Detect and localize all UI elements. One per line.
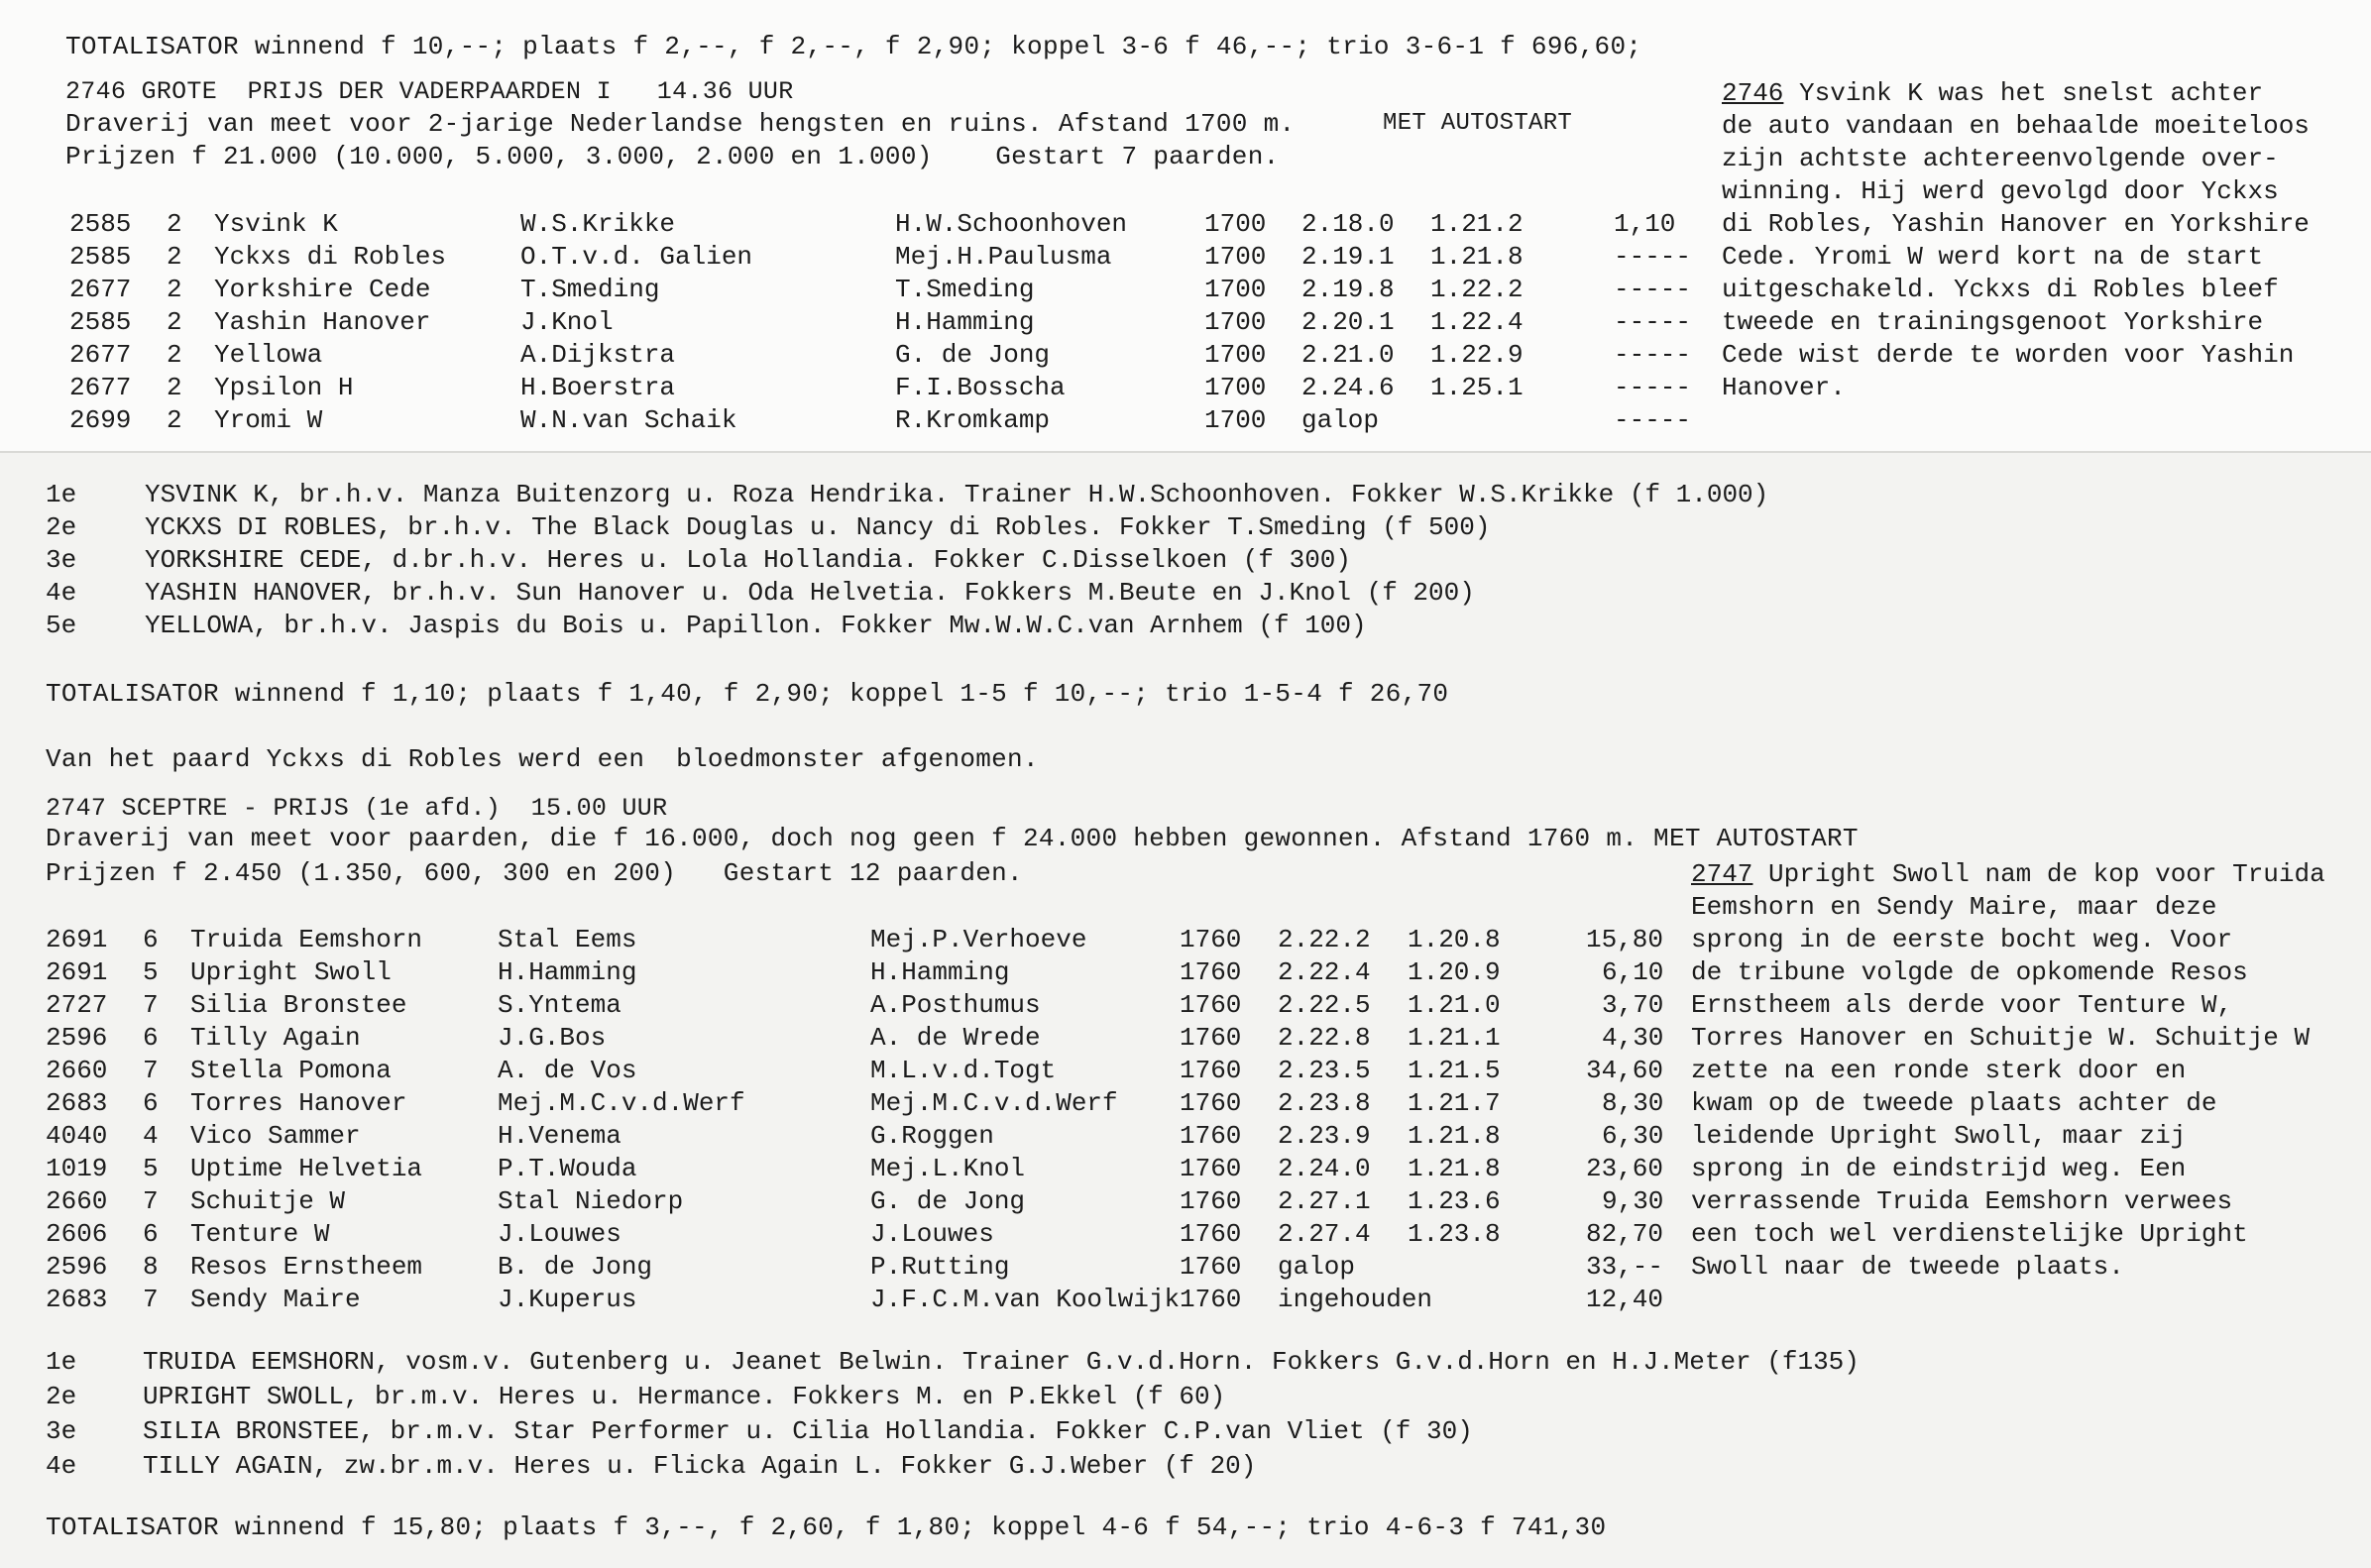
cell-text: 7 xyxy=(143,1285,159,1314)
cell-text: 1760 xyxy=(1180,1121,1242,1151)
cell-text: 2 xyxy=(167,209,182,239)
cell-text: 1.21.8 xyxy=(1430,242,1524,272)
cell-text: Stella Pomona xyxy=(190,1056,392,1085)
cell-text: J.Louwes xyxy=(498,1219,621,1249)
cell-text: 2585 xyxy=(69,209,132,239)
cell-text: 2683 xyxy=(46,1088,108,1118)
cell-text: 1.22.9 xyxy=(1430,340,1524,370)
cell-text: YORKSHIRE CEDE, d.br.h.v. Heres u. Lola Hollandia. Fokker C.Disselkoen (f 300) xyxy=(145,545,1351,575)
comment-line: Cede. Yromi W werd kort na de start xyxy=(1722,242,2264,272)
cell-text: 1760 xyxy=(1180,1285,1242,1314)
cell-text: 2.22.8 xyxy=(1278,1023,1371,1053)
cell-text: J.G.Bos xyxy=(498,1023,607,1053)
cell-text: YASHIN HANOVER, br.h.v. Sun Hanover u. Oda Helvetia. Fokkers M.Beute en J.Knol (f 200) xyxy=(145,578,1475,608)
cell-text: 1.22.2 xyxy=(1430,275,1524,304)
cell-text: 34,60 xyxy=(1586,1056,1664,1085)
cell-text: 1.21.8 xyxy=(1408,1121,1501,1151)
cell-text: 2677 xyxy=(69,275,132,304)
cell-text: Tenture W xyxy=(190,1219,330,1249)
cell-text: R.Kromkamp xyxy=(895,405,1051,435)
table-row xyxy=(0,1120,1705,1153)
cell-text: Ysvink K was het snelst achter xyxy=(1783,78,2264,108)
cell-text: 1.21.7 xyxy=(1408,1088,1501,1118)
cell-text: YCKXS DI ROBLES, br.h.v. The Black Douglas u. Nancy di Robles. Fokker T.Smeding (f 500) xyxy=(145,512,1491,542)
cell-text: ----- xyxy=(1614,242,1692,272)
cell-text: 1.20.9 xyxy=(1408,957,1501,987)
table-row xyxy=(0,1153,1705,1185)
race-2746-note: Van het paard Yckxs di Robles werd een bloedmonster afgenomen. xyxy=(46,744,1039,774)
cell-text: Yckxs di Robles xyxy=(214,242,447,272)
cell-text: 1700 xyxy=(1204,209,1267,239)
comment-line: zijn achtste achtereenvolgende over- xyxy=(1722,144,2279,173)
cell-text: 2585 xyxy=(69,242,132,272)
cell-text: 1700 xyxy=(1204,275,1267,304)
cell-text: G. de Jong xyxy=(870,1186,1026,1216)
cell-text: Uptime Helvetia xyxy=(190,1154,423,1183)
cell-text: 5 xyxy=(143,957,159,987)
cell-text: J.Knol xyxy=(520,307,614,337)
cell-text: ----- xyxy=(1614,373,1692,402)
cell-text: 6 xyxy=(143,925,159,954)
cell-text: 2691 xyxy=(46,925,108,954)
cell-text: 1760 xyxy=(1180,1252,1242,1282)
comment-line: de tribune volgde de opkomende Resos xyxy=(1691,957,2248,987)
cell-text: 1700 xyxy=(1204,307,1267,337)
cell-text: M.L.v.d.Togt xyxy=(870,1056,1057,1085)
cell-text: 1760 xyxy=(1180,1056,1242,1085)
placing-row xyxy=(0,1450,1982,1483)
cell-text: 2 xyxy=(167,307,182,337)
cell-text: 2606 xyxy=(46,1219,108,1249)
cell-text: 2.22.5 xyxy=(1278,990,1371,1020)
cell-text: 12,40 xyxy=(1586,1285,1664,1314)
cell-text: 1e xyxy=(46,1347,77,1377)
cell-text: W.S.Krikke xyxy=(520,209,676,239)
cell-text: H.Hamming xyxy=(895,307,1035,337)
comment-line: Cede wist derde te worden voor Yashin xyxy=(1722,340,2295,370)
race-2747-prizes: Prijzen f 2.450 (1.350, 600, 300 en 200) Gestart 12 paarden. xyxy=(46,858,1023,888)
placing-row xyxy=(0,610,1982,642)
cell-text: 2596 xyxy=(46,1023,108,1053)
cell-text: Mej.M.C.v.d.Werf xyxy=(498,1088,745,1118)
cell-text: Stal Niedorp xyxy=(498,1186,684,1216)
table-row xyxy=(0,1185,1705,1218)
comment-line: kwam op de tweede plaats achter de xyxy=(1691,1088,2217,1118)
cell-text: S.Yntema xyxy=(498,990,621,1020)
cell-text: 7 xyxy=(143,1186,159,1216)
cell-text: ----- xyxy=(1614,340,1692,370)
cell-text: 2e xyxy=(46,1382,77,1411)
table-row xyxy=(0,1022,1705,1055)
cell-text: 2.23.5 xyxy=(1278,1056,1371,1085)
race-2746-prizes: Prijzen f 21.000 (10.000, 5.000, 3.000, 2.000 en 1.000) Gestart 7 paarden. xyxy=(65,142,1280,171)
cell-text: 3,70 xyxy=(1602,990,1664,1020)
cell-text: 1760 xyxy=(1180,957,1242,987)
table-row xyxy=(0,1087,1705,1120)
table-row xyxy=(0,1251,1705,1284)
cell-text: 4e xyxy=(46,1451,77,1481)
cell-text: 4 xyxy=(143,1121,159,1151)
cell-text: 2.19.8 xyxy=(1301,275,1395,304)
cell-text: H.Hamming xyxy=(870,957,1010,987)
cell-text: ----- xyxy=(1614,275,1692,304)
cell-text: Schuitje W xyxy=(190,1186,346,1216)
race-2746-totalisator: TOTALISATOR winnend f 1,10; plaats f 1,40, f 2,90; koppel 1-5 f 10,--; trio 1-5-4 f 26,70 xyxy=(46,679,1449,709)
comment-line: Swoll naar de tweede plaats. xyxy=(1691,1252,2124,1282)
table-row xyxy=(0,339,1705,372)
cell-text: J.Kuperus xyxy=(498,1285,637,1314)
cell-text: 1760 xyxy=(1180,1023,1242,1053)
comment-line: verrassende Truida Eemshorn verwees xyxy=(1691,1186,2233,1216)
cell-text: Mej.P.Verhoeve xyxy=(870,925,1087,954)
cell-text: 6 xyxy=(143,1219,159,1249)
race-2746-start-type: MET AUTOSTART xyxy=(1383,110,1573,137)
cell-text: 1.22.4 xyxy=(1430,307,1524,337)
cell-text: 2 xyxy=(167,405,182,435)
cell-text: Silia Bronstee xyxy=(190,990,407,1020)
cell-text: 3e xyxy=(46,1416,77,1446)
cell-text: 6,10 xyxy=(1602,957,1664,987)
cell-text: galop xyxy=(1301,405,1380,435)
cell-text: 2 xyxy=(167,242,182,272)
table-row xyxy=(0,1055,1705,1087)
comment-line: uitgeschakeld. Yckxs di Robles bleef xyxy=(1722,275,2279,304)
cell-text: Truida Eemshorn xyxy=(190,925,423,954)
table-row xyxy=(0,306,1705,339)
cell-text: 1.21.2 xyxy=(1430,209,1524,239)
comment-line: winning. Hij werd gevolgd door Yckxs xyxy=(1722,176,2279,206)
cell-text: galop xyxy=(1278,1252,1356,1282)
cell-text: J.F.C.M.van Koolwijk xyxy=(870,1285,1181,1314)
comment-line: Eemshorn en Sendy Maire, maar deze xyxy=(1691,892,2217,922)
race-2746-header: 2746 GROTE PRIJS DER VADERPAARDEN I 14.36 UUR xyxy=(65,77,794,106)
cell-text: 7 xyxy=(143,990,159,1020)
cell-text: 8 xyxy=(143,1252,159,1282)
cell-text: 1,10 xyxy=(1614,209,1676,239)
cell-text: 6,30 xyxy=(1602,1121,1664,1151)
race-2747-totalisator: TOTALISATOR winnend f 15,80; plaats f 3,--, f 2,60, f 1,80; koppel 4-6 f 54,--; trio 4-6-3 f 741,30 xyxy=(46,1512,1607,1542)
comment-line: de auto vandaan en behaalde moeiteloos xyxy=(1722,111,2310,141)
cell-text: 1.25.1 xyxy=(1430,373,1524,402)
cell-text: 2.20.1 xyxy=(1301,307,1395,337)
cell-text: 2683 xyxy=(46,1285,108,1314)
cell-text: 3e xyxy=(46,545,77,575)
cell-text: 2 xyxy=(167,373,182,402)
cell-text: G.Roggen xyxy=(870,1121,994,1151)
comment-race-number: 2746 xyxy=(1722,78,1784,108)
cell-text: 1760 xyxy=(1180,925,1242,954)
cell-text: 4040 xyxy=(46,1121,108,1151)
cell-text: G. de Jong xyxy=(895,340,1051,370)
cell-text: Ypsilon H xyxy=(214,373,354,402)
placing-row xyxy=(0,1415,1982,1448)
cell-text: Upright Swoll xyxy=(190,957,392,987)
cell-text: 1700 xyxy=(1204,373,1267,402)
cell-text: 82,70 xyxy=(1586,1219,1664,1249)
cell-text: Yashin Hanover xyxy=(214,307,431,337)
cell-text: 2660 xyxy=(46,1186,108,1216)
cell-text: A. de Vos xyxy=(498,1056,637,1085)
cell-text: A.Dijkstra xyxy=(520,340,676,370)
cell-text: 23,60 xyxy=(1586,1154,1664,1183)
race-2747-header: 2747 SCEPTRE - PRIJS (1e afd.) 15.00 UUR xyxy=(46,794,668,823)
comment-line xyxy=(1691,858,2325,891)
cell-text: F.I.Bosscha xyxy=(895,373,1066,402)
cell-text: Tilly Again xyxy=(190,1023,361,1053)
table-row xyxy=(0,241,1705,274)
cell-text: 2.19.1 xyxy=(1301,242,1395,272)
cell-text: 8,30 xyxy=(1602,1088,1664,1118)
cell-text: 15,80 xyxy=(1586,925,1664,954)
placing-row xyxy=(0,479,1982,511)
cell-text: T.Smeding xyxy=(895,275,1035,304)
cell-text: 2.27.4 xyxy=(1278,1219,1371,1249)
comment-line: sprong in de eerste bocht weg. Voor xyxy=(1691,925,2233,954)
comment-line: sprong in de eindstrijd weg. Een xyxy=(1691,1154,2187,1183)
table-row xyxy=(0,956,1705,989)
cell-text: 6 xyxy=(143,1023,159,1053)
comment-line: zette na een ronde sterk door en xyxy=(1691,1056,2187,1085)
cell-text: Mej.M.C.v.d.Werf xyxy=(870,1088,1118,1118)
cell-text: 1.21.0 xyxy=(1408,990,1501,1020)
placing-row xyxy=(0,1381,1982,1413)
cell-text: 2.24.0 xyxy=(1278,1154,1371,1183)
cell-text: 2660 xyxy=(46,1056,108,1085)
table-row xyxy=(0,208,1705,241)
cell-text: 2.21.0 xyxy=(1301,340,1395,370)
cell-text: 2.24.6 xyxy=(1301,373,1395,402)
cell-text: 2677 xyxy=(69,373,132,402)
cell-text: ingehouden xyxy=(1278,1285,1433,1314)
cell-text: 2.22.2 xyxy=(1278,925,1371,954)
table-row xyxy=(0,1284,1705,1316)
cell-text: H.W.Schoonhoven xyxy=(895,209,1128,239)
table-row xyxy=(0,404,1705,437)
cell-text: Mej.H.Paulusma xyxy=(895,242,1112,272)
cell-text: 1700 xyxy=(1204,340,1267,370)
cell-text: 1760 xyxy=(1180,1219,1242,1249)
table-row xyxy=(0,274,1705,306)
cell-text: 2677 xyxy=(69,340,132,370)
cell-text: UPRIGHT SWOLL, br.m.v. Heres u. Hermance. Fokkers M. en P.Ekkel (f 60) xyxy=(143,1382,1226,1411)
cell-text: 2.23.9 xyxy=(1278,1121,1371,1151)
cell-text: 1.21.1 xyxy=(1408,1023,1501,1053)
cell-text: H.Boerstra xyxy=(520,373,676,402)
cell-text: 4e xyxy=(46,578,77,608)
cell-text: A. de Wrede xyxy=(870,1023,1041,1053)
cell-text: 1760 xyxy=(1180,990,1242,1020)
cell-text: TRUIDA EEMSHORN, vosm.v. Gutenberg u. Jeanet Belwin. Trainer G.v.d.Horn. Fokkers G.v.d.Horn en H.J.Meter (f135) xyxy=(143,1347,1860,1377)
cell-text: 1019 xyxy=(46,1154,108,1183)
cell-text: Yorkshire Cede xyxy=(214,275,431,304)
cell-text: 2.22.4 xyxy=(1278,957,1371,987)
cell-text: P.Rutting xyxy=(870,1252,1010,1282)
cell-text: 1.20.8 xyxy=(1408,925,1501,954)
cell-text: 6 xyxy=(143,1088,159,1118)
cell-text: 1.21.8 xyxy=(1408,1154,1501,1183)
cell-text: Ysvink K xyxy=(214,209,338,239)
cell-text: 1760 xyxy=(1180,1186,1242,1216)
cell-text: 2596 xyxy=(46,1252,108,1282)
cell-text: 5 xyxy=(143,1154,159,1183)
comment-line: di Robles, Yashin Hanover en Yorkshire xyxy=(1722,209,2310,239)
cell-text: 33,-- xyxy=(1586,1252,1664,1282)
cell-text: J.Louwes xyxy=(870,1219,994,1249)
cell-text: 2 xyxy=(167,340,182,370)
cell-text: Resos Ernstheem xyxy=(190,1252,423,1282)
cell-text: 1700 xyxy=(1204,242,1267,272)
cell-text: H.Venema xyxy=(498,1121,621,1151)
cell-text: 1.23.8 xyxy=(1408,1219,1501,1249)
cell-text: Upright Swoll nam de kop voor Truida xyxy=(1752,859,2325,889)
cell-text: 7 xyxy=(143,1056,159,1085)
cell-text: 1760 xyxy=(1180,1154,1242,1183)
placing-row xyxy=(0,577,1982,610)
placing-row xyxy=(0,511,1982,544)
cell-text: W.N.van Schaik xyxy=(520,405,737,435)
cell-text: 2727 xyxy=(46,990,108,1020)
cell-text: Mej.L.Knol xyxy=(870,1154,1026,1183)
comment-line: leidende Upright Swoll, maar zij xyxy=(1691,1121,2187,1151)
cell-text: 4,30 xyxy=(1602,1023,1664,1053)
cell-text: 1760 xyxy=(1180,1088,1242,1118)
race-2747-description: Draverij van meet voor paarden, die f 16.000, doch nog geen f 24.000 hebben gewonnen. Afstand 1760 m. MET AUTOSTART xyxy=(46,824,1859,853)
placing-row xyxy=(0,1346,1982,1379)
comment-line: tweede en trainingsgenoot Yorkshire xyxy=(1722,307,2264,337)
cell-text: YSVINK K, br.h.v. Manza Buitenzorg u. Roza Hendrika. Trainer H.W.Schoonhoven. Fokker W.S.Krikke (f 1.000) xyxy=(145,480,1769,509)
comment-line: Hanover. xyxy=(1722,373,1846,402)
cell-text: Torres Hanover xyxy=(190,1088,407,1118)
comment-line xyxy=(1722,77,2263,110)
cell-text: A.Posthumus xyxy=(870,990,1041,1020)
cell-text: P.T.Wouda xyxy=(498,1154,637,1183)
cell-text: 1.23.6 xyxy=(1408,1186,1501,1216)
cell-text: B. de Jong xyxy=(498,1252,653,1282)
cell-text: ----- xyxy=(1614,405,1692,435)
cell-text: Yromi W xyxy=(214,405,323,435)
comment-line: Torres Hanover en Schuitje W. Schuitje W xyxy=(1691,1023,2311,1053)
cell-text: T.Smeding xyxy=(520,275,660,304)
cell-text: SILIA BRONSTEE, br.m.v. Star Performer u. Cilia Hollandia. Fokker C.P.van Vliet (f 30) xyxy=(143,1416,1473,1446)
cell-text: YELLOWA, br.h.v. Jaspis du Bois u. Papillon. Fokker Mw.W.W.C.van Arnhem (f 100) xyxy=(145,611,1367,640)
cell-text: Yellowa xyxy=(214,340,323,370)
cell-text: 2585 xyxy=(69,307,132,337)
table-row xyxy=(0,1218,1705,1251)
cell-text: ----- xyxy=(1614,307,1692,337)
placing-row xyxy=(0,544,1982,577)
cell-text: 2 xyxy=(167,275,182,304)
cell-text: 2.27.1 xyxy=(1278,1186,1371,1216)
cell-text: 1e xyxy=(46,480,77,509)
cell-text: 1.21.5 xyxy=(1408,1056,1501,1085)
cell-text: 2699 xyxy=(69,405,132,435)
cell-text: Sendy Maire xyxy=(190,1285,361,1314)
cell-text: TILLY AGAIN, zw.br.m.v. Heres u. Flicka Again L. Fokker G.J.Weber (f 20) xyxy=(143,1451,1257,1481)
cell-text: 2e xyxy=(46,512,77,542)
cell-text: Stal Eems xyxy=(498,925,637,954)
table-row xyxy=(0,989,1705,1022)
cell-text: H.Hamming xyxy=(498,957,637,987)
comment-line: Ernstheem als derde voor Tenture W, xyxy=(1691,990,2233,1020)
cell-text: 9,30 xyxy=(1602,1186,1664,1216)
comment-line: een toch wel verdienstelijke Upright xyxy=(1691,1219,2248,1249)
top-totalisator: TOTALISATOR winnend f 10,--; plaats f 2,--, f 2,--, f 2,90; koppel 3-6 f 46,--; trio 3-6-1 f 696,60; xyxy=(65,32,1642,61)
cell-text: 1700 xyxy=(1204,405,1267,435)
cell-text: O.T.v.d. Galien xyxy=(520,242,753,272)
comment-race-number: 2747 xyxy=(1691,859,1753,889)
cell-text: 5e xyxy=(46,611,77,640)
cell-text: 2691 xyxy=(46,957,108,987)
table-row xyxy=(0,372,1705,404)
table-row xyxy=(0,924,1705,956)
race-2746-description: Draverij van meet voor 2-jarige Nederlandse hengsten en ruins. Afstand 1700 m. xyxy=(65,109,1296,139)
cell-text: 2.18.0 xyxy=(1301,209,1395,239)
cell-text: 2.23.8 xyxy=(1278,1088,1371,1118)
cell-text: Vico Sammer xyxy=(190,1121,361,1151)
